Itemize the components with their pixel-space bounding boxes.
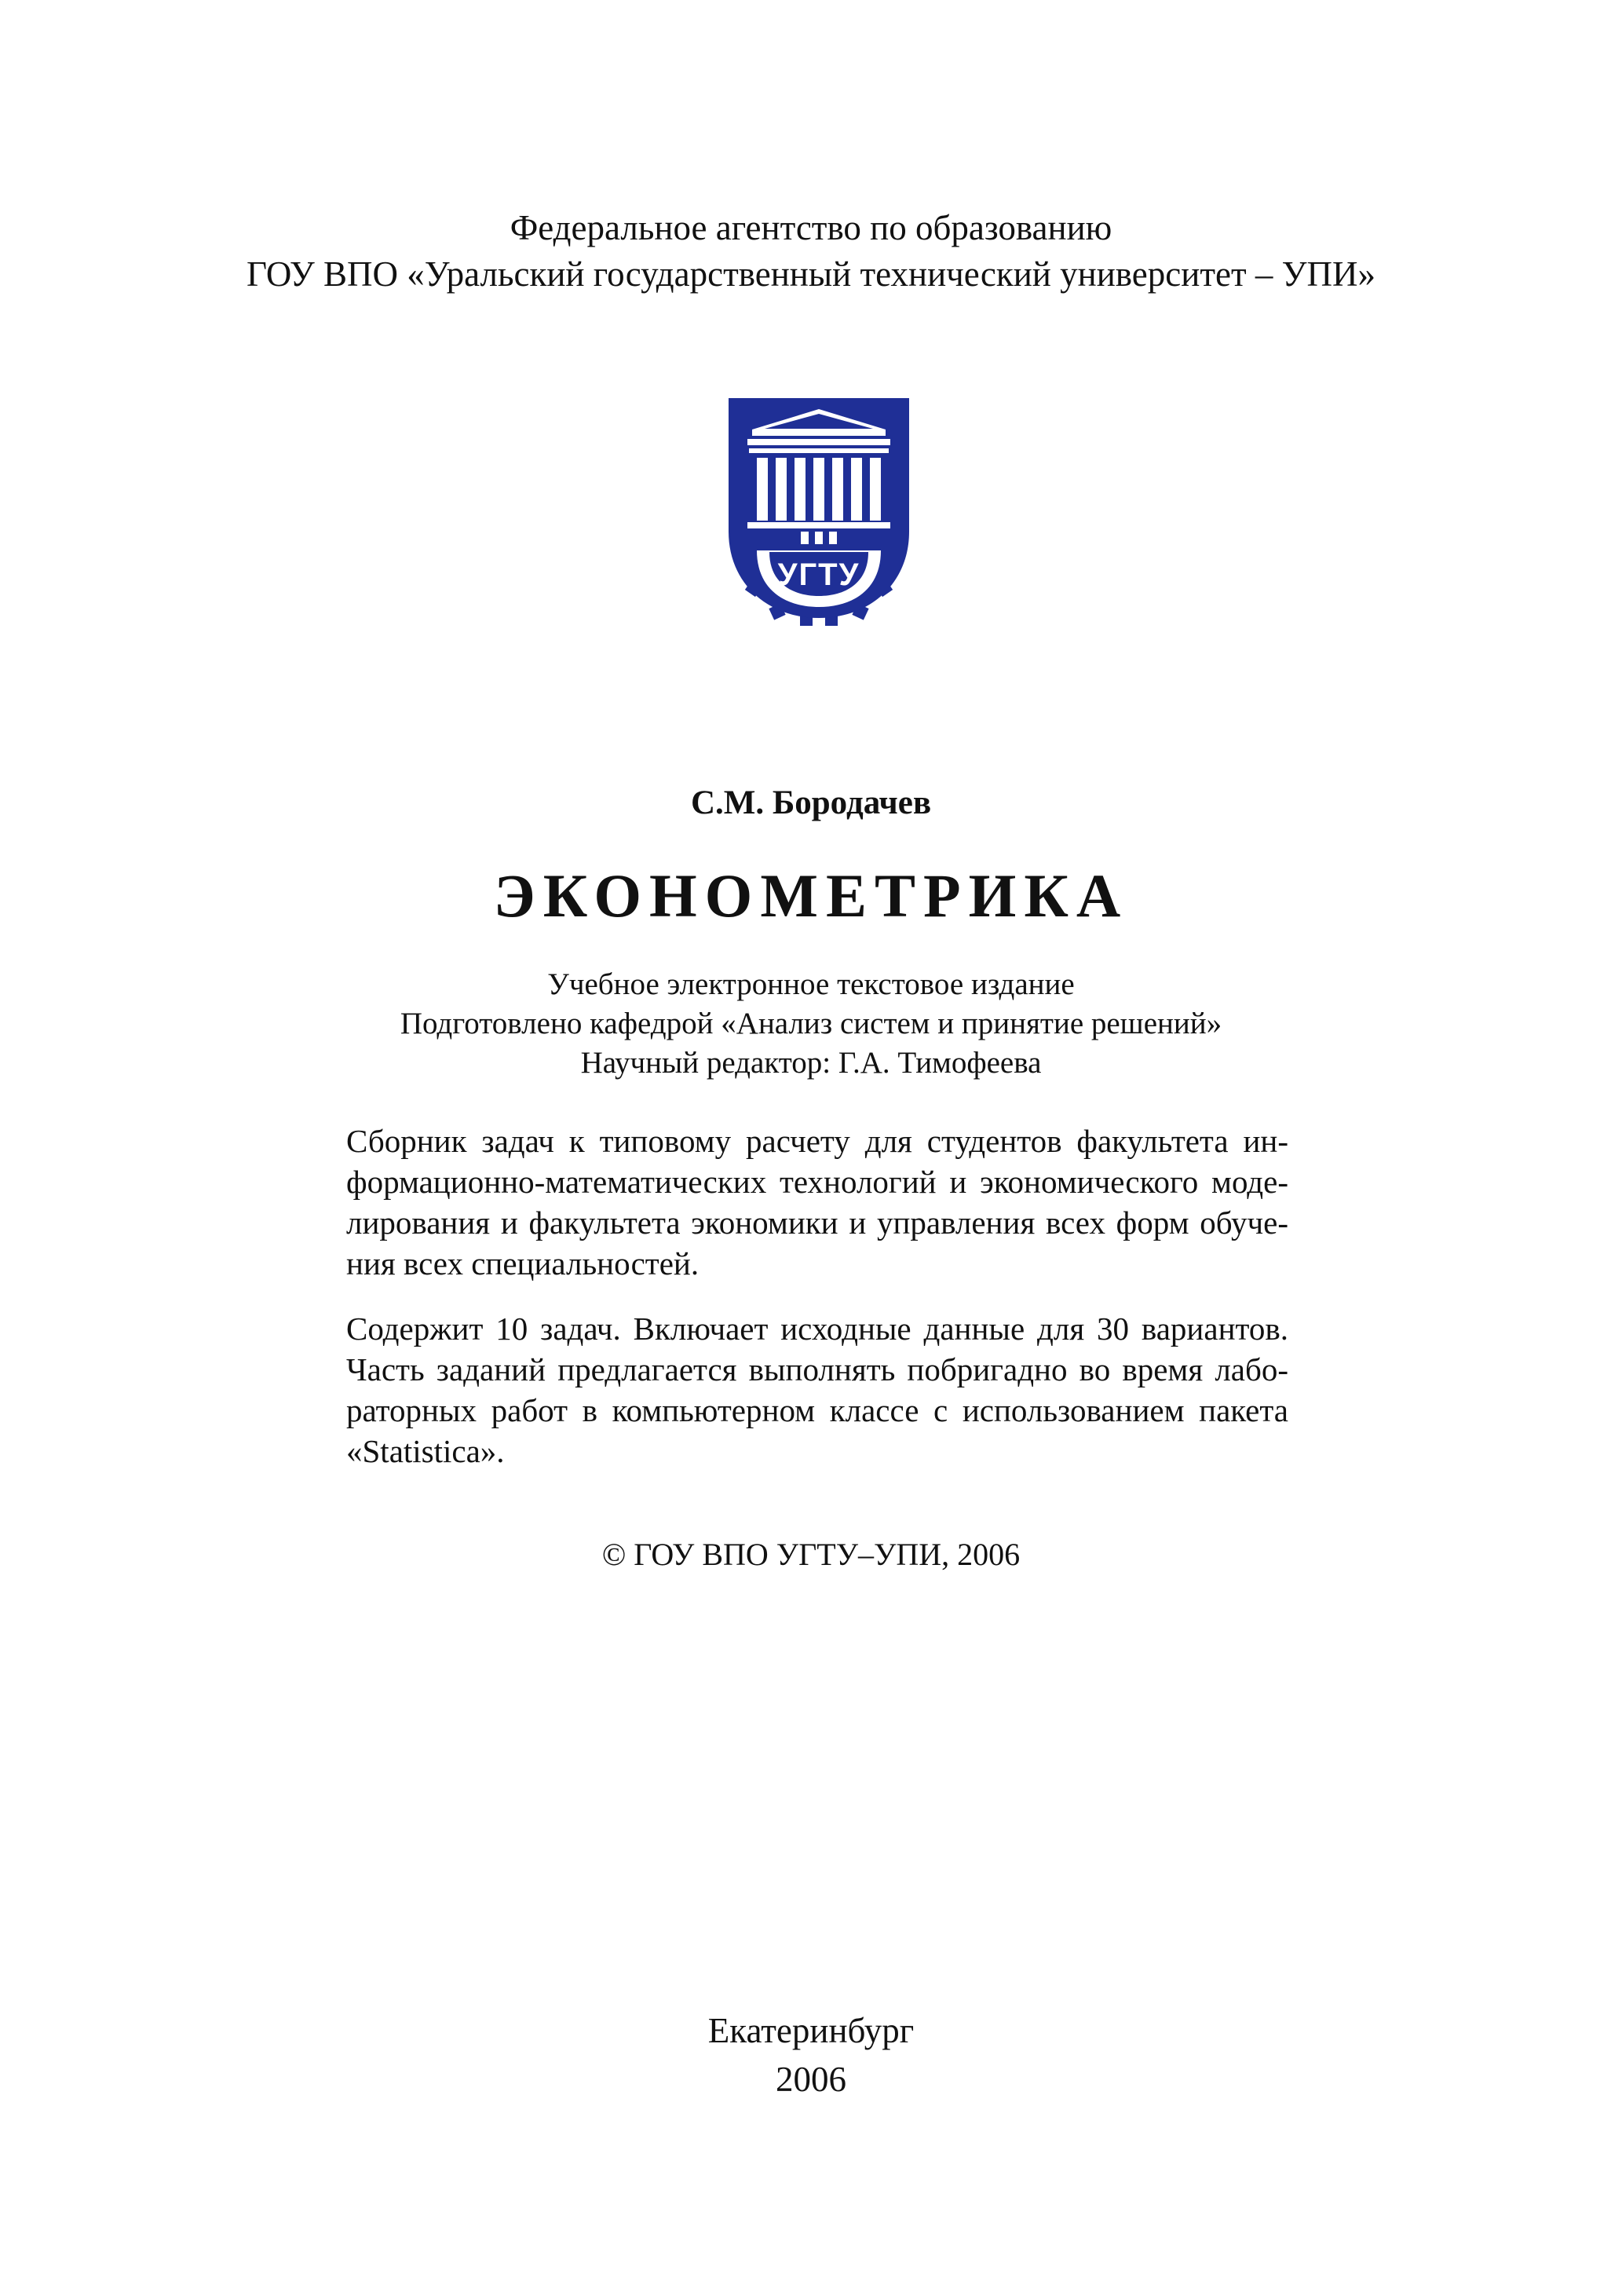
contents-line: «Statistica». [346,1433,505,1469]
publication-year: 2006 [776,2060,846,2099]
description-line: Сборник задач к типовому расчету для студентов факультета ин- [346,1123,1288,1159]
book-title: ЭКОНОМЕТРИКА [493,861,1129,930]
author-name: С.М. Бородачев [690,784,932,821]
edition-editor: Научный редактор: Г.А. Тимофеева [580,1046,1042,1080]
description-line: ния всех специальностей. [346,1245,700,1281]
logo-text: УГТУ [777,558,860,592]
contents-paragraph [346,1308,1288,1472]
university-name: ГОУ ВПО «Уральский государственный технический университет – УПИ» [247,254,1375,294]
copyright-notice: © ГОУ ВПО УГТУ–УПИ, 2006 [601,1537,1021,1572]
description-line: формационно-математических технологий и экономического моде- [346,1164,1288,1200]
description-paragraph [346,1121,1288,1284]
university-logo [725,397,912,626]
agency-name: Федеральное агентство по образованию [510,208,1112,247]
edition-type: Учебное электронное текстовое издание [547,967,1075,1001]
publication-city: Екатеринбург [707,2011,915,2050]
description-line: лирования и факультета экономики и управления всех форм обуче- [346,1205,1288,1241]
contents-line: раторных работ в компьютерном классе с использованием пакета [346,1392,1288,1428]
contents-line: Содержит 10 задач. Включает исходные данные для 30 вариантов. [346,1311,1288,1347]
contents-line: Часть заданий предлагается выполнять побригадно во время лабо- [346,1351,1288,1387]
edition-prepared-by: Подготовлено кафедрой «Анализ систем и принятие решений» [400,1007,1222,1040]
